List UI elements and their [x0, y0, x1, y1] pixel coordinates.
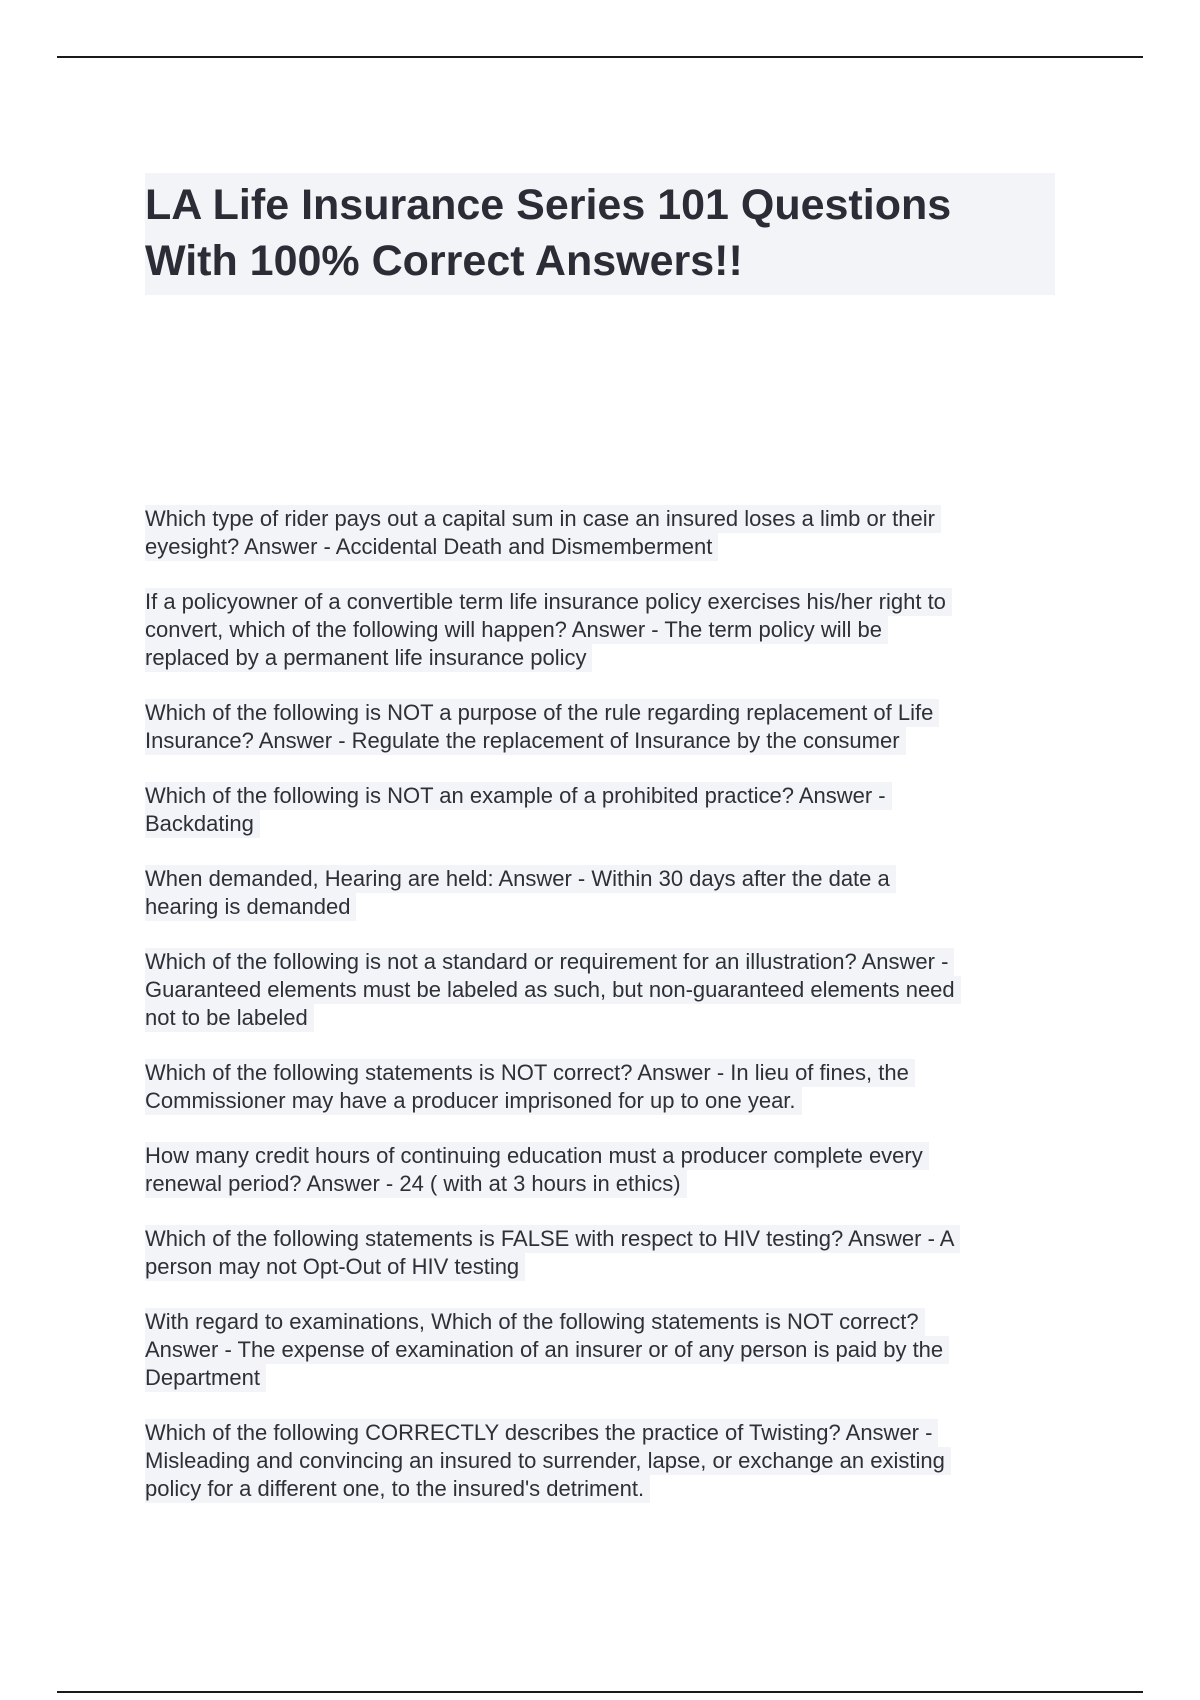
qa-text-line: Answer - The expense of examination of an insurer or of any person is paid by the	[145, 1336, 949, 1364]
qa-item	[145, 588, 1060, 672]
qa-item	[145, 865, 1060, 921]
qa-item	[145, 1308, 1060, 1392]
qa-item	[145, 1225, 1060, 1281]
qa-text-line: hearing is demanded	[145, 893, 356, 921]
qa-text-line: Guaranteed elements must be labeled as such, but non-guaranteed elements need	[145, 976, 961, 1004]
title-line: LA Life Insurance Series 101 Questions	[145, 181, 952, 229]
title-line: With 100% Correct Answers!!	[145, 237, 743, 285]
header-rule	[57, 56, 1143, 58]
qa-text-line: Which of the following is NOT an example of a prohibited practice? Answer -	[145, 782, 892, 810]
qa-text-line: Which type of rider pays out a capital sum in case an insured loses a limb or their	[145, 505, 941, 533]
qa-text-line: policy for a different one, to the insured's detriment.	[145, 1475, 650, 1503]
qa-text-line: When demanded, Hearing are held: Answer - Within 30 days after the date a	[145, 865, 896, 893]
qa-text-line: renewal period? Answer - 24 ( with at 3 hours in ethics)	[145, 1170, 687, 1198]
qa-text-line: If a policyowner of a convertible term life insurance policy exercises his/her right to	[145, 588, 952, 616]
qa-text-line: Misleading and convincing an insured to surrender, lapse, or exchange an existing	[145, 1447, 951, 1475]
document-title	[145, 173, 1055, 295]
qa-text-line: Department	[145, 1364, 266, 1392]
qa-item	[145, 1419, 1060, 1503]
footer-rule	[57, 1691, 1143, 1693]
qa-item	[145, 948, 1060, 1032]
qa-text-line: Insurance? Answer - Regulate the replacement of Insurance by the consumer	[145, 727, 906, 755]
qa-text-line: Which of the following CORRECTLY describes the practice of Twisting? Answer -	[145, 1419, 938, 1447]
qa-text-line: Commissioner may have a producer imprisoned for up to one year.	[145, 1087, 802, 1115]
qa-item	[145, 1059, 1060, 1115]
qa-item	[145, 782, 1060, 838]
qa-text-line: person may not Opt-Out of HIV testing	[145, 1253, 525, 1281]
qa-text-line: With regard to examinations, Which of the following statements is NOT correct?	[145, 1308, 925, 1336]
qa-text-line: Which of the following statements is FALSE with respect to HIV testing? Answer - A	[145, 1225, 960, 1253]
qa-list	[145, 505, 1060, 1530]
qa-item	[145, 699, 1060, 755]
qa-text-line: Which of the following is NOT a purpose of the rule regarding replacement of Life	[145, 699, 939, 727]
qa-item	[145, 1142, 1060, 1198]
qa-text-line: replaced by a permanent life insurance policy	[145, 644, 592, 672]
qa-item	[145, 505, 1060, 561]
qa-text-line: convert, which of the following will happen? Answer - The term policy will be	[145, 616, 888, 644]
qa-text-line: Which of the following is not a standard or requirement for an illustration? Answer -	[145, 948, 954, 976]
qa-text-line: Which of the following statements is NOT correct? Answer - In lieu of fines, the	[145, 1059, 915, 1087]
qa-text-line: How many credit hours of continuing education must a producer complete every	[145, 1142, 929, 1170]
qa-text-line: not to be labeled	[145, 1004, 314, 1032]
qa-text-line: eyesight? Answer - Accidental Death and Dismemberment	[145, 533, 718, 561]
qa-text-line: Backdating	[145, 810, 260, 838]
